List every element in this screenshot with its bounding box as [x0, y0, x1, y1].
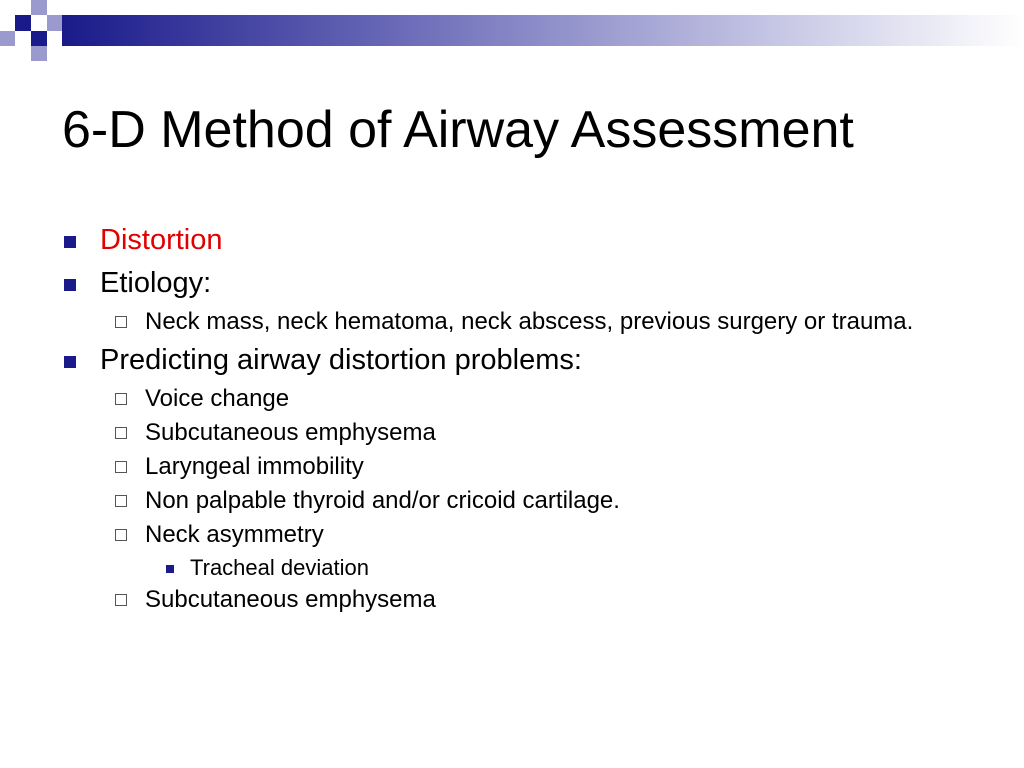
- hollow-square-bullet-icon: [115, 427, 127, 439]
- sub-sub-bullet-item: [62, 555, 982, 581]
- deco-square: [47, 15, 62, 31]
- deco-square: [31, 46, 47, 61]
- bullet-text: Subcutaneous emphysema: [145, 419, 436, 446]
- deco-gradient-bar: [62, 15, 1024, 46]
- sub-bullet-item: [62, 308, 982, 335]
- bullet-text: Predicting airway distortion problems:: [100, 344, 582, 376]
- bullet-text: Non palpable thyroid and/or cricoid cartilage.: [145, 487, 620, 514]
- bullet-item: [62, 342, 982, 378]
- bullet-item: [62, 222, 982, 258]
- deco-square: [31, 0, 47, 15]
- deco-square: [0, 31, 15, 46]
- hollow-square-bullet-icon: [115, 529, 127, 541]
- deco-square: [31, 31, 47, 46]
- sub-bullet-item: [62, 521, 982, 548]
- header-decoration: [0, 0, 1024, 70]
- square-bullet-icon: [64, 236, 76, 248]
- bullet-text: Neck mass, neck hematoma, neck abscess, previous surgery or trauma.: [145, 308, 914, 335]
- slide-title: 6-D Method of Airway Assessment: [62, 101, 854, 159]
- square-bullet-icon: [64, 279, 76, 291]
- bullet-item: [62, 265, 982, 301]
- small-square-bullet-icon: [166, 565, 174, 573]
- sub-bullet-item: [62, 453, 982, 480]
- hollow-square-bullet-icon: [115, 594, 127, 606]
- bullet-text: Tracheal deviation: [190, 555, 369, 580]
- hollow-square-bullet-icon: [115, 393, 127, 405]
- sub-bullet-item: [62, 385, 982, 412]
- deco-square: [15, 15, 31, 31]
- hollow-square-bullet-icon: [115, 495, 127, 507]
- sub-bullet-item: [62, 586, 982, 613]
- hollow-square-bullet-icon: [115, 316, 127, 328]
- bullet-text: Voice change: [145, 385, 290, 412]
- bullet-text: Etiology:: [100, 267, 212, 299]
- bullet-text: Laryngeal immobility: [145, 453, 364, 480]
- sub-bullet-item: [62, 487, 982, 514]
- bullet-text: Distortion: [100, 224, 223, 256]
- sub-bullet-item: [62, 419, 982, 446]
- bullet-text: Neck asymmetry: [145, 521, 324, 548]
- bullet-list: [62, 222, 982, 620]
- hollow-square-bullet-icon: [115, 461, 127, 473]
- square-bullet-icon: [64, 356, 76, 368]
- bullet-text: Subcutaneous emphysema: [145, 586, 436, 613]
